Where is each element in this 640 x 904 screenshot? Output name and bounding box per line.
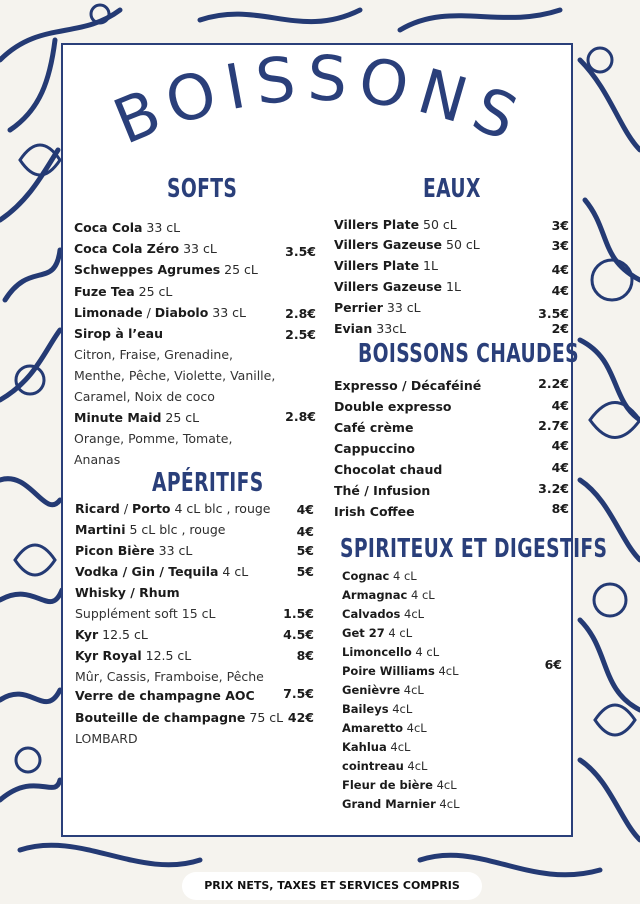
list-item: Ricard / Porto 4 cL blc , rouge: [75, 501, 271, 516]
price: 2.8€: [285, 306, 316, 321]
price: 4€: [296, 524, 314, 539]
price: 3.2€: [538, 481, 569, 496]
brand-name: LOMBARD: [75, 731, 138, 746]
item-options: Ananas: [74, 452, 121, 467]
list-item: Poire Williams 4cL: [342, 664, 459, 678]
price: 42€: [287, 710, 314, 725]
price: 6€: [544, 657, 562, 672]
price: 3.5€: [538, 306, 569, 321]
price: 3.5€: [285, 244, 316, 259]
list-item: Kyr Royal 12.5 cL: [75, 648, 192, 663]
svg-text:BOISSONS: [104, 41, 537, 158]
list-item: Double expresso: [334, 399, 452, 414]
list-item: Martini 5 cL blc , rouge: [75, 522, 226, 537]
list-item: Coca Cola Zéro 33 cL: [74, 241, 217, 256]
price: 2.2€: [538, 376, 569, 391]
list-item: Villers Gazeuse 1L: [334, 279, 461, 294]
list-item: Evian 33cL: [334, 321, 407, 336]
list-item: Vodka / Gin / Tequila 4 cL: [75, 564, 249, 579]
list-item: Kahlua 4cL: [342, 740, 411, 754]
price: 7.5€: [283, 686, 314, 701]
item-options: Menthe, Pêche, Violette, Vanille,: [74, 368, 276, 383]
price: 3€: [551, 218, 569, 233]
menu-title: [0, 0, 640, 160]
list-item: Verre de champagne AOC: [75, 688, 255, 703]
price: 1.5€: [283, 606, 314, 621]
softs-title: SOFTS: [167, 174, 238, 204]
item-options: Caramel, Noix de coco: [74, 389, 215, 404]
list-item: Limonade / Diabolo 33 cL: [74, 305, 247, 320]
list-item: Whisky / Rhum: [75, 585, 180, 600]
list-item: Coca Cola 33 cL: [74, 220, 181, 235]
list-item: Picon Bière 33 cL: [75, 543, 193, 558]
item-options: Mûr, Cassis, Framboise, Pêche: [75, 669, 264, 684]
list-item: Chocolat chaud: [334, 462, 443, 477]
list-item: Baileys 4cL: [342, 702, 413, 716]
menu-title-text: BOISSONS: [103, 41, 537, 159]
list-item: Cappuccino: [334, 441, 415, 456]
aperitifs-title: APÉRITIFS: [152, 468, 264, 498]
list-item: Calvados 4cL: [342, 607, 425, 621]
supplement-text: Supplément soft 15 cL: [75, 606, 216, 621]
boissons-chaudes-title: BOISSONS CHAUDES: [358, 339, 579, 369]
list-item: Villers Gazeuse 50 cL: [334, 237, 480, 252]
list-item: Bouteille de champagne 75 cL: [75, 710, 284, 725]
price: 2.7€: [538, 418, 569, 433]
price: 2€: [551, 321, 569, 336]
list-item: Villers Plate 1L: [334, 258, 438, 273]
list-item: Genièvre 4cL: [342, 683, 424, 697]
price: 4€: [551, 460, 569, 475]
list-item: Café crème: [334, 420, 414, 435]
price: 3€: [551, 238, 569, 253]
list-item: Perrier 33 cL: [334, 300, 421, 315]
list-item: Schweppes Agrumes 25 cL: [74, 262, 258, 277]
price: 8€: [551, 501, 569, 516]
list-item: Amaretto 4cL: [342, 721, 427, 735]
list-item: Grand Marnier 4cL: [342, 797, 460, 811]
list-item: Minute Maid 25 cL: [74, 410, 200, 425]
price: 8€: [296, 648, 314, 663]
item-options: Citron, Fraise, Grenadine,: [74, 347, 234, 362]
list-item: Armagnac 4 cL: [342, 588, 435, 602]
list-item: Get 27 4 cL: [342, 626, 413, 640]
list-item: Limoncello 4 cL: [342, 645, 440, 659]
price: 4.5€: [283, 627, 314, 642]
price: 2.8€: [285, 409, 316, 424]
price: 5€: [296, 564, 314, 579]
list-item: Sirop à l’eau: [74, 326, 163, 341]
price: 4€: [551, 438, 569, 453]
spiritueux-title: SPIRITEUX ET DIGESTIFS: [340, 534, 608, 564]
list-item: Villers Plate 50 cL: [334, 217, 457, 232]
list-item: Expresso / Décaféiné: [334, 378, 482, 393]
list-item: Thé / Infusion: [334, 483, 431, 498]
price: 4€: [551, 283, 569, 298]
list-item: Irish Coffee: [334, 504, 415, 519]
price: 2.5€: [285, 327, 316, 342]
price: 4€: [551, 398, 569, 413]
list-item: Cognac 4 cL: [342, 569, 417, 583]
eaux-title: EAUX: [423, 174, 481, 204]
item-options: Orange, Pomme, Tomate,: [74, 431, 233, 446]
price: 4€: [296, 502, 314, 517]
price: 5€: [296, 543, 314, 558]
list-item: Fuze Tea 25 cL: [74, 284, 173, 299]
list-item: Kyr 12.5 cL: [75, 627, 148, 642]
price: 4€: [551, 262, 569, 277]
footer-note: PRIX NETS, TAXES ET SERVICES COMPRIS: [182, 872, 482, 900]
list-item: Fleur de bière 4cL: [342, 778, 457, 792]
list-item: cointreau 4cL: [342, 759, 428, 773]
